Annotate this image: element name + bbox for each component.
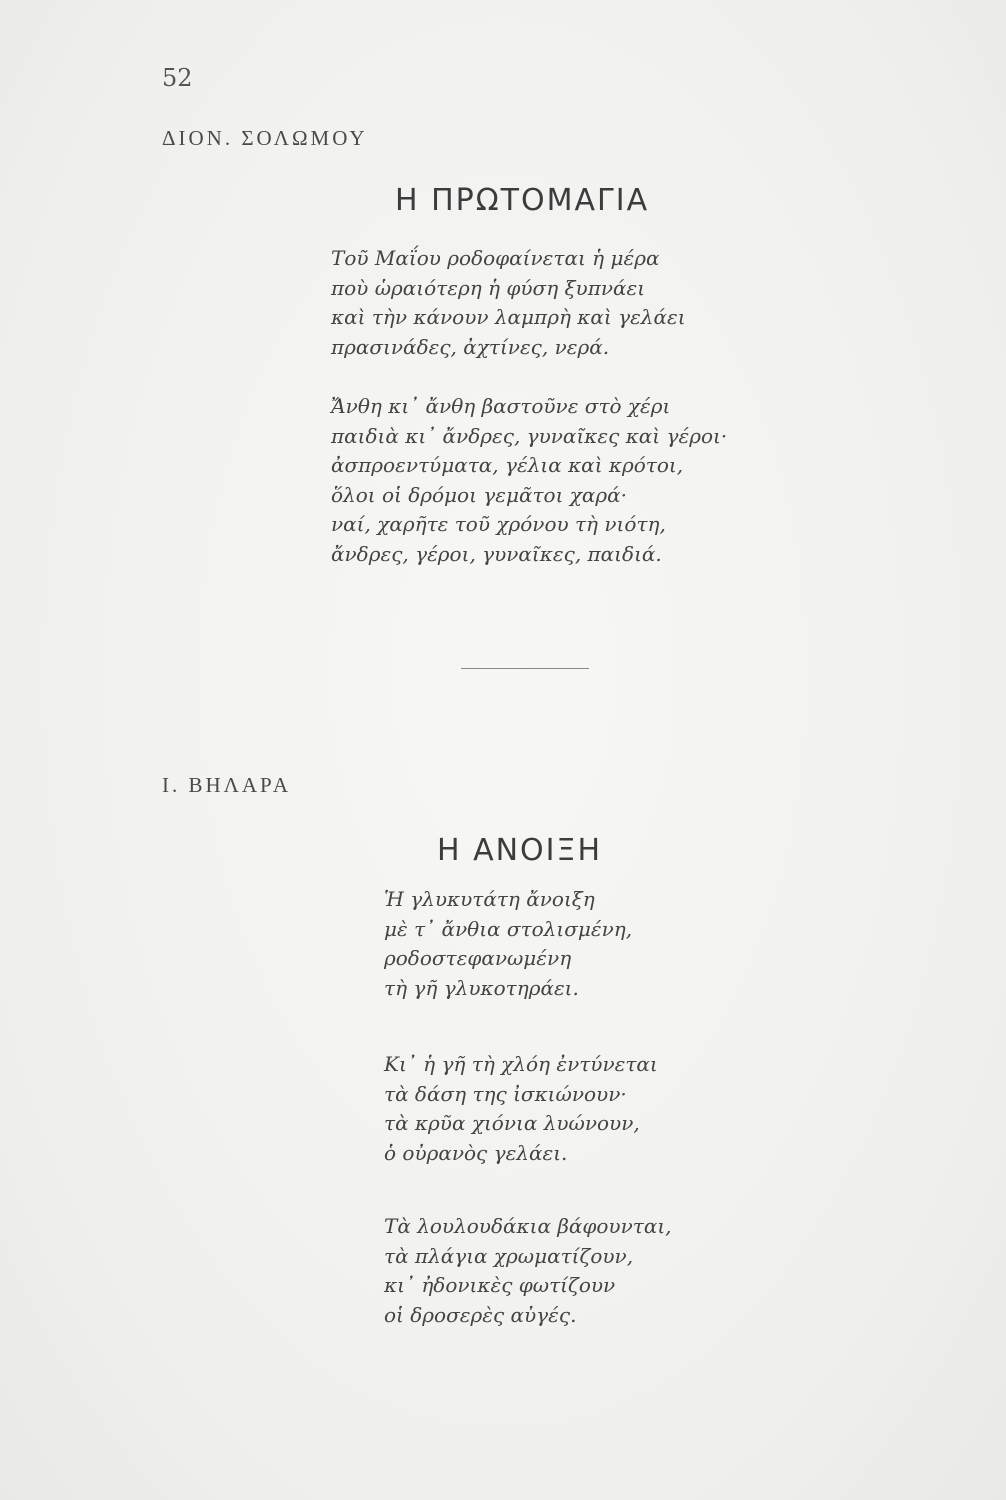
verse-line: πρασινάδες, ἀχτίνες, νερά.	[331, 334, 610, 359]
poem-2-stanza-3	[384, 1212, 672, 1330]
verse-line: παιδιὰ κι᾽ ἄνδρες, γυναῖκες καὶ γέροι·	[331, 423, 728, 448]
poem-1-title: Η ΠΡΩΤΟΜΑΓΙΑ	[395, 183, 650, 218]
verse-line: τὴ γῆ γλυκοτηράει.	[384, 975, 579, 1000]
verse-line: τὰ πλάγια χρωματίζουν,	[384, 1243, 634, 1268]
poem-2-stanza-2	[384, 1050, 658, 1168]
verse-line: ναί, χαρῆτε τοῦ χρόνου τὴ νιότη,	[331, 512, 666, 536]
verse-line: Κι᾽ ἡ γῆ τὴ χλόη ἐντύνεται	[384, 1052, 658, 1076]
poem-2-author: Ι. ΒΗΛΑΡΑ	[162, 773, 291, 797]
verse-line: οἱ δροσερὲς αὐγές.	[384, 1302, 577, 1327]
verse-line: καὶ τὴν κάνουν λαμπρὴ καὶ γελάει	[331, 305, 686, 329]
verse-line: ποὺ ὡραιότερη ἡ φύση ξυπνάει	[331, 275, 646, 300]
verse-line: ἄνδρες, γέροι, γυναῖκες, παιδιά.	[331, 541, 662, 566]
verse-line: μὲ τ᾽ ἄνθια στολισμένη,	[384, 916, 633, 941]
verse-line: Ἄνθη κι᾽ ἄνθη βαστοῦνε στὸ χέρι	[331, 394, 671, 418]
verse-line: τὰ δάση της ἰσκιώνουν·	[384, 1081, 627, 1106]
poem-1-stanza-2	[331, 392, 727, 569]
poem-2-stanza-1	[384, 885, 632, 1003]
verse-line: Τοῦ Μαΐου ροδοφαίνεται ἡ μέρα	[331, 246, 660, 270]
poem-1-author: ΔΙΟΝ. ΣΟΛΩΜΟΥ	[162, 126, 368, 150]
verse-line: Τὰ λουλουδάκια βάφουνται,	[384, 1214, 672, 1238]
poem-2-title: Η ΑΝΟΙΞΗ	[437, 833, 603, 868]
verse-line: τὰ κρῦα χιόνια λυώνουν,	[384, 1111, 640, 1135]
page-number: 52	[162, 64, 193, 92]
verse-line: Ἡ γλυκυτάτη ἄνοιξη	[384, 887, 595, 911]
verse-line: κι᾽ ἠδονικὲς φωτίζουν	[384, 1273, 616, 1297]
poem-1-stanza-1	[331, 244, 686, 362]
verse-line: ὅλοι οἱ δρόμοι γεμᾶτοι χαρά·	[331, 482, 628, 507]
verse-line: ροδοστεφανωμένη	[384, 946, 572, 970]
section-divider	[461, 668, 589, 669]
verse-line: ὁ οὐρανὸς γελάει.	[384, 1140, 568, 1165]
verse-line: ἀσπροεντύματα, γέλια καὶ κρότοι,	[331, 453, 684, 477]
